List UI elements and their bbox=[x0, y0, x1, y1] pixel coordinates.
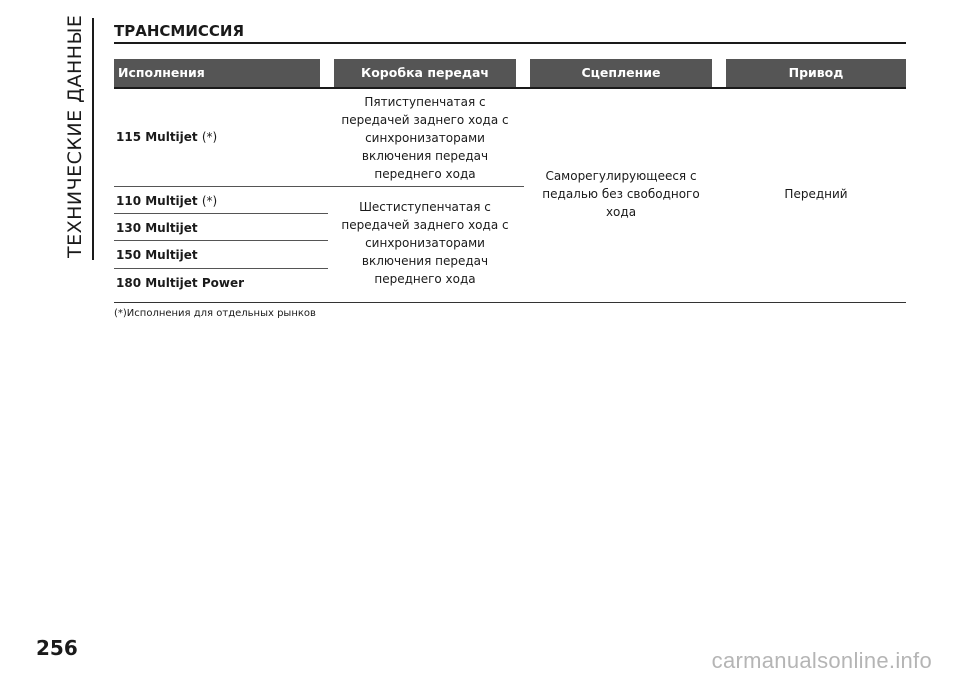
header-gearbox: Коробка передач bbox=[334, 59, 516, 87]
cell-line: хода bbox=[605, 205, 637, 219]
row-label-text: 115 Multijet bbox=[116, 130, 198, 144]
row-divider bbox=[114, 213, 328, 214]
side-section-label: ТЕХНИЧЕСКИЕ ДАННЫЕ bbox=[64, 14, 86, 258]
gearbox-5-speed-cell bbox=[330, 93, 520, 183]
cell-line: Саморегулирующееся с bbox=[545, 169, 697, 183]
cell-line: передачей заднего хода с bbox=[341, 113, 509, 127]
cell-line: Пятиступенчатая с bbox=[364, 95, 486, 109]
cell-line: передачей заднего хода с bbox=[341, 218, 509, 232]
row-divider bbox=[114, 268, 328, 269]
row-150-multijet bbox=[116, 248, 198, 262]
row-divider bbox=[114, 240, 328, 241]
title-divider bbox=[114, 42, 906, 44]
cell-line: синхронизаторами bbox=[365, 236, 485, 250]
row-110-multijet bbox=[116, 194, 217, 208]
gearbox-6-speed-cell bbox=[330, 198, 520, 288]
cell-line: Шестиступенчатая с bbox=[359, 200, 491, 214]
cell-line: переднего хода bbox=[374, 272, 476, 286]
row-130-multijet bbox=[116, 221, 198, 235]
footnote: (*)Исполнения для отдельных рынков bbox=[114, 308, 316, 319]
row-label-text: 150 Multijet bbox=[116, 248, 198, 262]
page-number: 256 bbox=[36, 636, 78, 660]
header-drive: Привод bbox=[726, 59, 906, 87]
row-divider bbox=[114, 186, 524, 187]
row-label-text: 110 Multijet bbox=[116, 194, 198, 208]
cell-line: Передний bbox=[784, 187, 848, 201]
row-footnote-mark: (*) bbox=[201, 194, 218, 208]
row-180-multijet-power bbox=[116, 276, 244, 290]
cell-line: переднего хода bbox=[374, 167, 476, 181]
row-label-text: 180 Multijet Power bbox=[116, 276, 245, 290]
side-divider bbox=[92, 18, 94, 260]
cell-line: педалью без свободного bbox=[542, 187, 700, 201]
row-label-text: 130 Multijet bbox=[116, 221, 198, 235]
clutch-cell bbox=[526, 167, 716, 221]
header-versions: Исполнения bbox=[114, 59, 320, 87]
cell-line: включения передач bbox=[361, 149, 489, 163]
header-clutch: Сцепление bbox=[530, 59, 712, 87]
drive-cell bbox=[722, 185, 910, 203]
header-divider bbox=[114, 87, 906, 89]
section-title: ТРАНСМИССИЯ bbox=[114, 22, 244, 40]
table-bottom-divider bbox=[114, 302, 906, 303]
row-115-multijet bbox=[116, 130, 217, 144]
row-footnote-mark: (*) bbox=[201, 130, 218, 144]
cell-line: синхронизаторами bbox=[365, 131, 485, 145]
watermark: carmanualsonline.info bbox=[711, 648, 932, 673]
cell-line: включения передач bbox=[361, 254, 489, 268]
